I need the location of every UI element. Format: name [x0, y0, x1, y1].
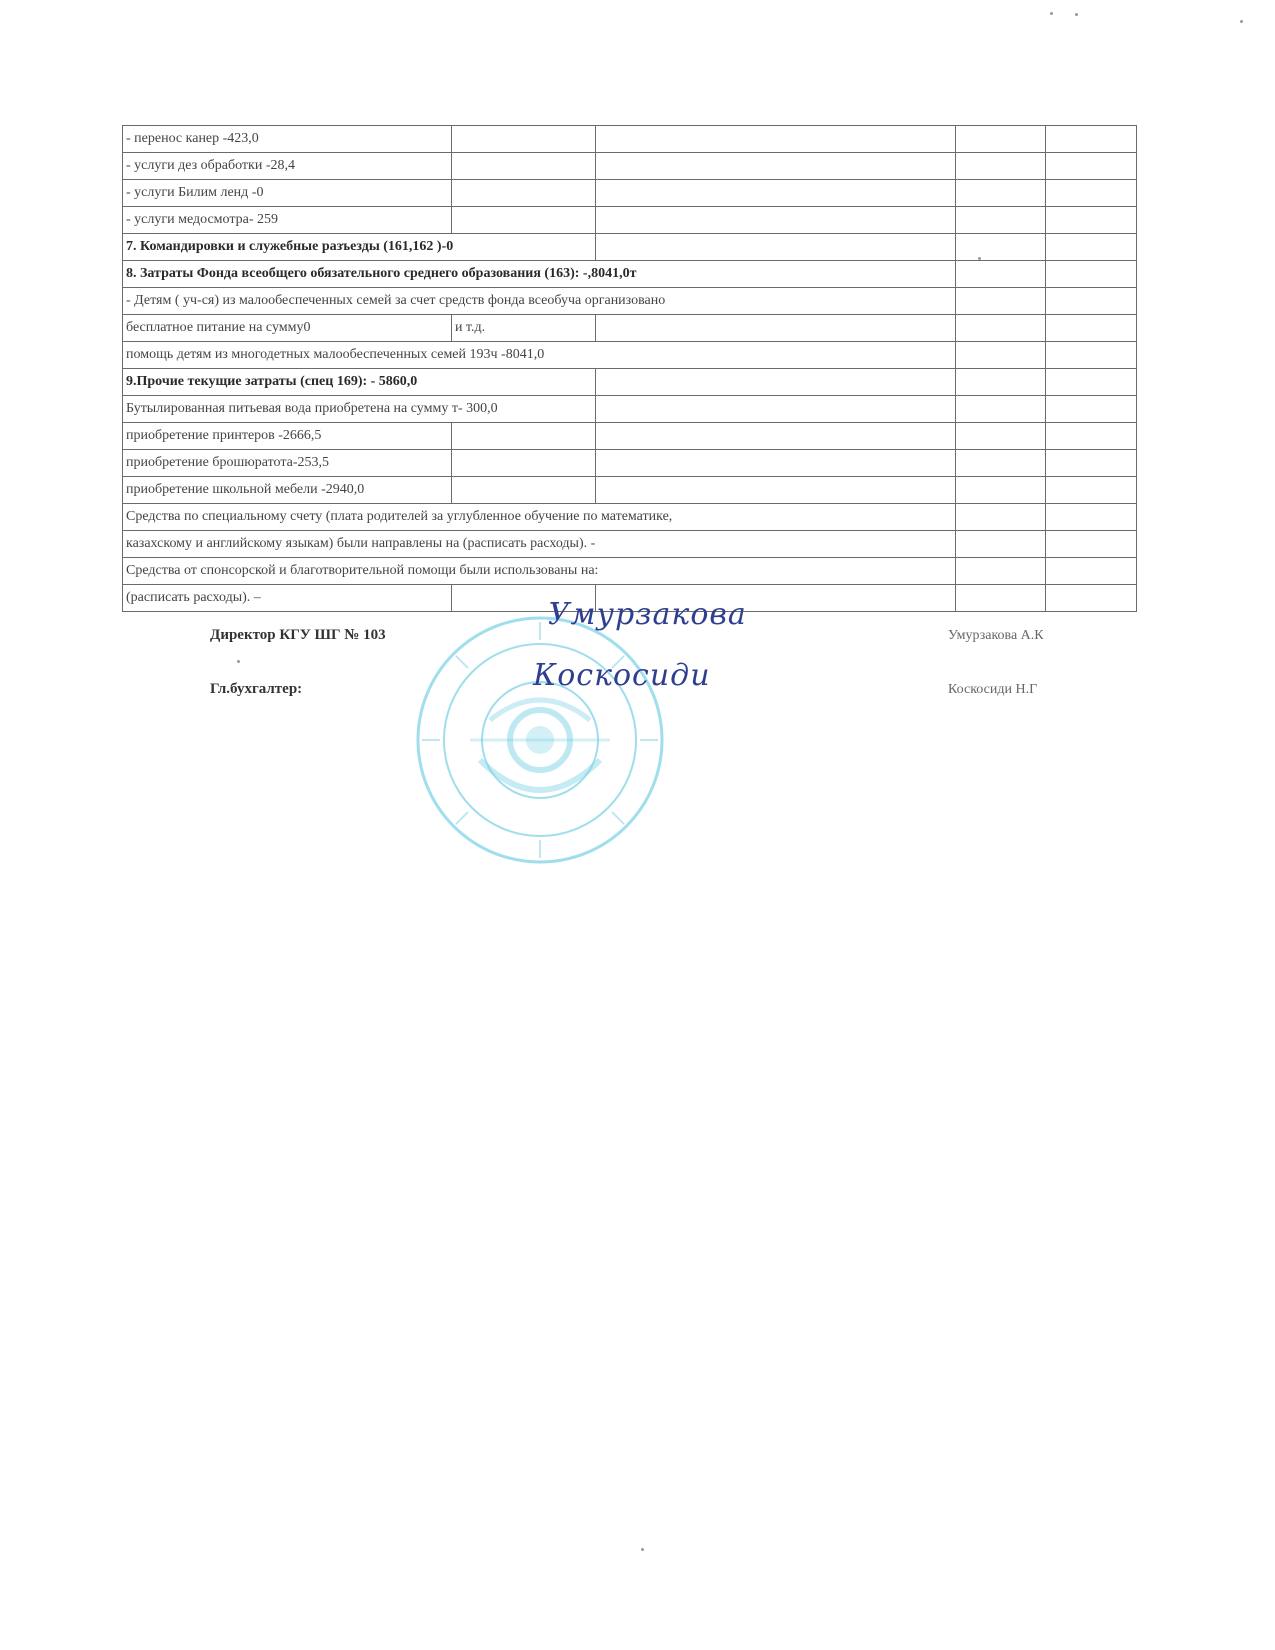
director-name: Умурзакова А.К	[948, 628, 1044, 643]
row-label-cell: приобретение брошюратота-253,5	[123, 450, 452, 477]
empty-cell	[1046, 153, 1137, 180]
row-label-cell: 7. Командировки и служебные разъезды (161,162 )-0	[123, 234, 596, 261]
scan-speck	[978, 257, 981, 260]
row-note-cell: и т.д.	[451, 315, 595, 342]
table-body	[123, 126, 1137, 612]
empty-cell	[955, 585, 1046, 612]
empty-cell	[955, 558, 1046, 585]
empty-cell	[955, 531, 1046, 558]
empty-cell	[595, 234, 955, 261]
empty-cell	[595, 369, 955, 396]
accountant-name: Коскосиди Н.Г	[948, 682, 1038, 697]
empty-cell	[1046, 261, 1137, 288]
empty-cell	[451, 126, 595, 153]
table-row	[123, 288, 1137, 315]
table-row	[123, 369, 1137, 396]
official-stamp	[410, 610, 670, 870]
empty-cell	[451, 423, 595, 450]
empty-cell	[955, 423, 1046, 450]
accountant-label: Гл.бухгалтер:	[210, 681, 303, 697]
table-row	[123, 342, 1137, 369]
empty-cell	[955, 396, 1046, 423]
empty-cell	[1046, 585, 1137, 612]
row-label-cell: приобретение школьной мебели -2940,0	[123, 477, 452, 504]
table-row	[123, 531, 1137, 558]
table-row	[123, 477, 1137, 504]
table-row	[123, 423, 1137, 450]
empty-cell	[595, 180, 955, 207]
empty-cell	[955, 261, 1046, 288]
empty-cell	[595, 450, 955, 477]
empty-cell	[595, 423, 955, 450]
row-label-cell: Средства от спонсорской и благотворительной помощи были использованы на:	[123, 558, 956, 585]
empty-cell	[955, 342, 1046, 369]
empty-cell	[1046, 558, 1137, 585]
scan-speck	[1050, 12, 1053, 15]
row-label-cell: казахскому и английскому языкам) были направлены на (расписать расходы). -	[123, 531, 956, 558]
table-row	[123, 261, 1137, 288]
table-row	[123, 234, 1137, 261]
row-label-cell: помощь детям из многодетных малообеспеченных семей 193ч -8041,0	[123, 342, 956, 369]
empty-cell	[955, 450, 1046, 477]
empty-cell	[1046, 477, 1137, 504]
director-signature: Умурзакова	[548, 597, 747, 632]
scan-speck	[1240, 20, 1243, 23]
accountant-signature: Коскосиди	[533, 658, 711, 693]
row-label-cell: 9.Прочие текущие затраты (спец 169): - 5860,0	[123, 369, 596, 396]
empty-cell	[595, 126, 955, 153]
empty-cell	[1046, 126, 1137, 153]
row-label-cell: Бутылированная питьевая вода приобретена на сумму т- 300,0	[123, 396, 596, 423]
empty-cell	[955, 369, 1046, 396]
empty-cell	[451, 180, 595, 207]
table-row	[123, 558, 1137, 585]
table-row	[123, 315, 1137, 342]
scan-speck	[1075, 13, 1078, 16]
table-row	[123, 207, 1137, 234]
empty-cell	[451, 153, 595, 180]
empty-cell	[1046, 450, 1137, 477]
empty-cell	[451, 207, 595, 234]
empty-cell	[595, 477, 955, 504]
row-label-cell: (расписать расходы). –	[123, 585, 452, 612]
empty-cell	[1046, 234, 1137, 261]
empty-cell	[1046, 288, 1137, 315]
empty-cell	[1046, 396, 1137, 423]
scan-speck	[641, 1548, 644, 1551]
empty-cell	[1046, 369, 1137, 396]
row-label-cell: - Детям ( уч-ся) из малообеспеченных семей за счет средств фонда всеобуча организовано	[123, 288, 956, 315]
row-label-cell: - перенос канер -423,0	[123, 126, 452, 153]
empty-cell	[955, 153, 1046, 180]
empty-cell	[955, 180, 1046, 207]
empty-cell	[1046, 315, 1137, 342]
empty-cell	[451, 477, 595, 504]
empty-cell	[595, 315, 955, 342]
empty-cell	[955, 207, 1046, 234]
row-label-cell: приобретение принтеров -2666,5	[123, 423, 452, 450]
row-label-cell: Средства по специальному счету (плата родителей за углубленное обучение по математике,	[123, 504, 956, 531]
table-row	[123, 396, 1137, 423]
expense-report-table	[122, 125, 1137, 612]
row-label-cell: - услуги Билим ленд -0	[123, 180, 452, 207]
empty-cell	[595, 207, 955, 234]
empty-cell	[1046, 531, 1137, 558]
row-label-cell: 8. Затраты Фонда всеобщего обязательного среднего образования (163): -,8041,0т	[123, 261, 956, 288]
empty-cell	[1046, 180, 1137, 207]
empty-cell	[1046, 504, 1137, 531]
empty-cell	[955, 126, 1046, 153]
table-row	[123, 180, 1137, 207]
table-row	[123, 450, 1137, 477]
row-label-cell: бесплатное питание на сумму0	[123, 315, 452, 342]
empty-cell	[955, 315, 1046, 342]
table-row	[123, 504, 1137, 531]
empty-cell	[955, 234, 1046, 261]
empty-cell	[1046, 342, 1137, 369]
empty-cell	[1046, 423, 1137, 450]
row-label-cell: - услуги медосмотра- 259	[123, 207, 452, 234]
empty-cell	[955, 477, 1046, 504]
table-row	[123, 153, 1137, 180]
empty-cell	[955, 288, 1046, 315]
empty-cell	[595, 396, 955, 423]
table-row	[123, 126, 1137, 153]
scan-speck	[237, 660, 240, 663]
empty-cell	[595, 153, 955, 180]
row-label-cell: - услуги дез обработки -28,4	[123, 153, 452, 180]
empty-cell	[1046, 207, 1137, 234]
empty-cell	[955, 504, 1046, 531]
director-label: Директор КГУ ШГ № 103	[210, 627, 386, 643]
empty-cell	[451, 450, 595, 477]
